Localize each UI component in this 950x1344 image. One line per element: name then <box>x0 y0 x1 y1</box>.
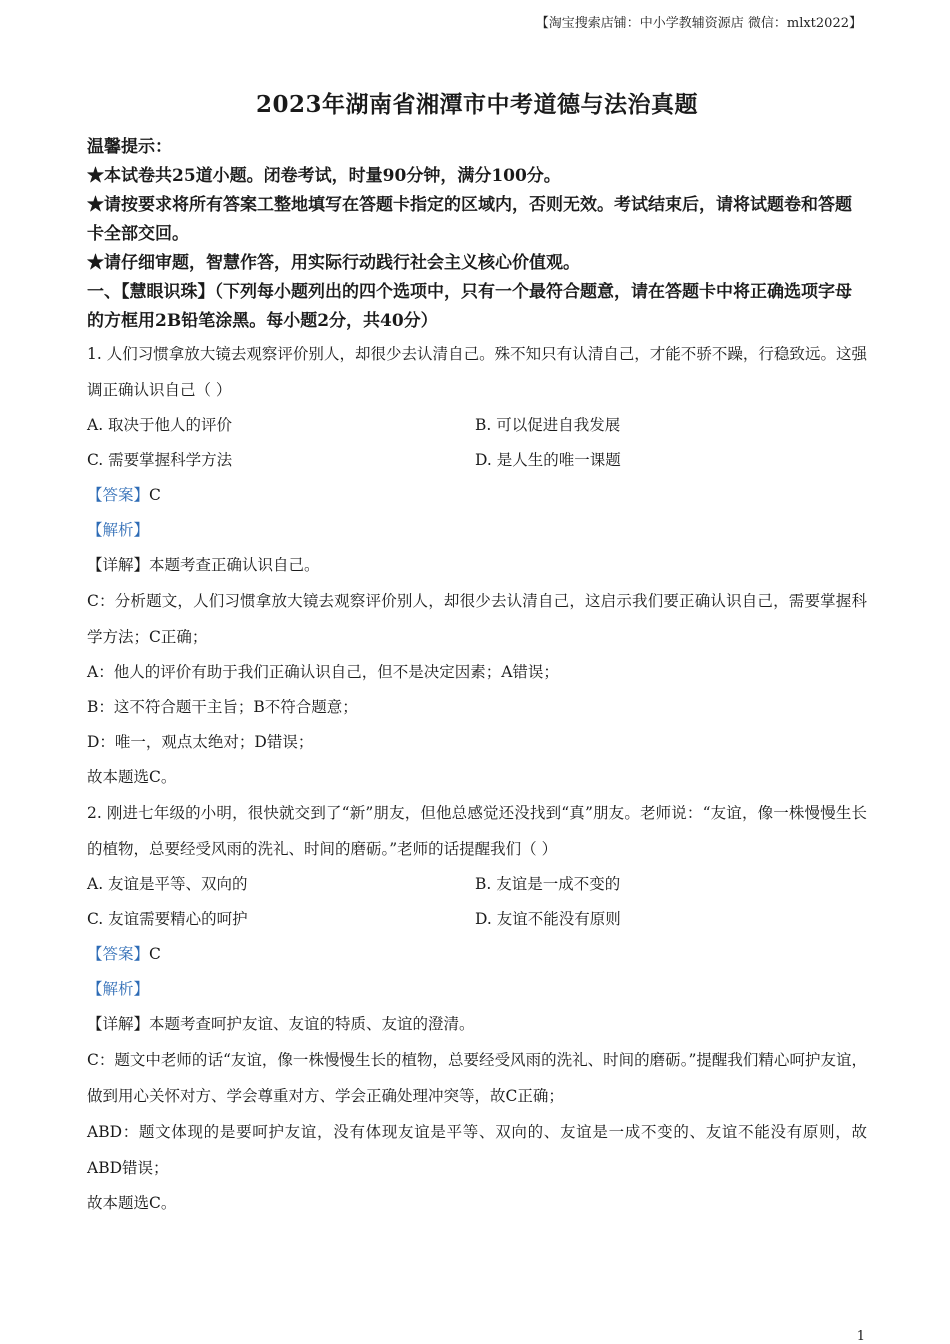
exam-page <box>87 86 867 1221</box>
explanation-line: C：题文中老师的话“友谊，像一株慢慢生长的植物，总要经受风雨的洗礼、时间的磨砺。”提醒我们精心呵护友谊，做到用心关怀对方、学会尊重对方、学会正确处理冲突等，故C正确； <box>87 1051 867 1105</box>
section-heading: 一、【慧眼识珠】（下列每小题列出的四个选项中，只有一个最符合题意，请在答题卡中将正确选项字母的方框用2B铅笔涂黑。每小题2分，共40分） <box>87 282 852 331</box>
page-title: 2023年湖南省湘潭市中考道德与法治真题 <box>255 91 698 118</box>
option-c: C. 需要掌握科学方法 <box>87 451 233 469</box>
options-row <box>87 902 867 937</box>
options-row <box>87 443 867 478</box>
answer-line <box>87 478 867 513</box>
options-row <box>87 408 867 443</box>
question-stem: 2. 刚进七年级的小明，很快就交到了“新”朋友，但他总感觉还没找到“真”朋友。老师说：“友谊，像一株慢慢生长的植物，总要经受风雨的洗礼、时间的磨砺。”老师的话提醒我们（ ） <box>87 804 867 858</box>
answer-line <box>87 937 867 972</box>
question-1 <box>87 336 867 795</box>
explanation-line: 【详解】本题考查呵护友谊、友谊的特质、友谊的澄清。 <box>87 1015 475 1033</box>
option-c: C. 友谊需要精心的呵护 <box>87 910 248 928</box>
explanation-line: 故本题选C。 <box>87 768 177 786</box>
explanation-line: ABD：题文体现的是要呵护友谊，没有体现友谊是平等、双向的、友谊是一成不变的、友谊不能没有原则，故ABD错误； <box>87 1123 867 1177</box>
answer-tag: 【答案】 <box>87 486 150 504</box>
question-2 <box>87 795 867 1221</box>
tip-item: ★请仔细审题，智慧作答，用实际行动践行社会主义核心价值观。 <box>87 253 580 273</box>
options-row <box>87 867 867 902</box>
analysis-line <box>87 972 867 1007</box>
tips-heading: 温馨提示： <box>87 137 172 157</box>
explanation-line: D：唯一，观点太绝对；D错误； <box>87 733 314 751</box>
analysis-tag: 【解析】 <box>87 980 150 998</box>
answer-tag: 【答案】 <box>87 945 150 963</box>
answer-value: C <box>149 945 161 963</box>
tip-item: ★本试卷共25道小题。闭卷考试，时量90分钟，满分100分。 <box>87 166 561 186</box>
answer-value: C <box>149 486 161 504</box>
option-a: A. 取决于他人的评价 <box>87 416 233 434</box>
explanation-line: A：他人的评价有助于我们正确认识自己，但不是决定因素；A错误； <box>87 663 559 681</box>
header-note: 【淘宝搜索店铺：中小学教辅资源店 微信：mlxt2022】 <box>535 16 862 31</box>
tip-item: ★请按要求将所有答案工整地填写在答题卡指定的区域内，否则无效。考试结束后，请将试题卷和答题卡全部交回。 <box>87 195 852 244</box>
analysis-tag: 【解析】 <box>87 521 150 539</box>
page-number: 1 <box>856 1329 865 1344</box>
explanation-line: C：分析题文，人们习惯拿放大镜去观察评价别人，却很少去认清自己，这启示我们要正确认识自己，需要掌握科学方法；C正确； <box>87 592 867 646</box>
option-b: B. 可以促进自我发展 <box>475 416 621 434</box>
explanation-line: 【详解】本题考查正确认识自己。 <box>87 556 320 574</box>
option-d: D. 友谊不能没有原则 <box>475 910 621 928</box>
explanation-line: 故本题选C。 <box>87 1194 177 1212</box>
question-stem: 1. 人们习惯拿放大镜去观察评价别人，却很少去认清自己。殊不知只有认清自己，才能不骄不躁，行稳致远。这强调正确认识自己（ ） <box>87 345 867 399</box>
analysis-line <box>87 513 867 548</box>
option-d: D. 是人生的唯一课题 <box>475 451 621 469</box>
option-b: B. 友谊是一成不变的 <box>475 875 621 893</box>
option-a: A. 友谊是平等、双向的 <box>87 875 248 893</box>
explanation-line: B：这不符合题干主旨；B不符合题意； <box>87 698 358 716</box>
